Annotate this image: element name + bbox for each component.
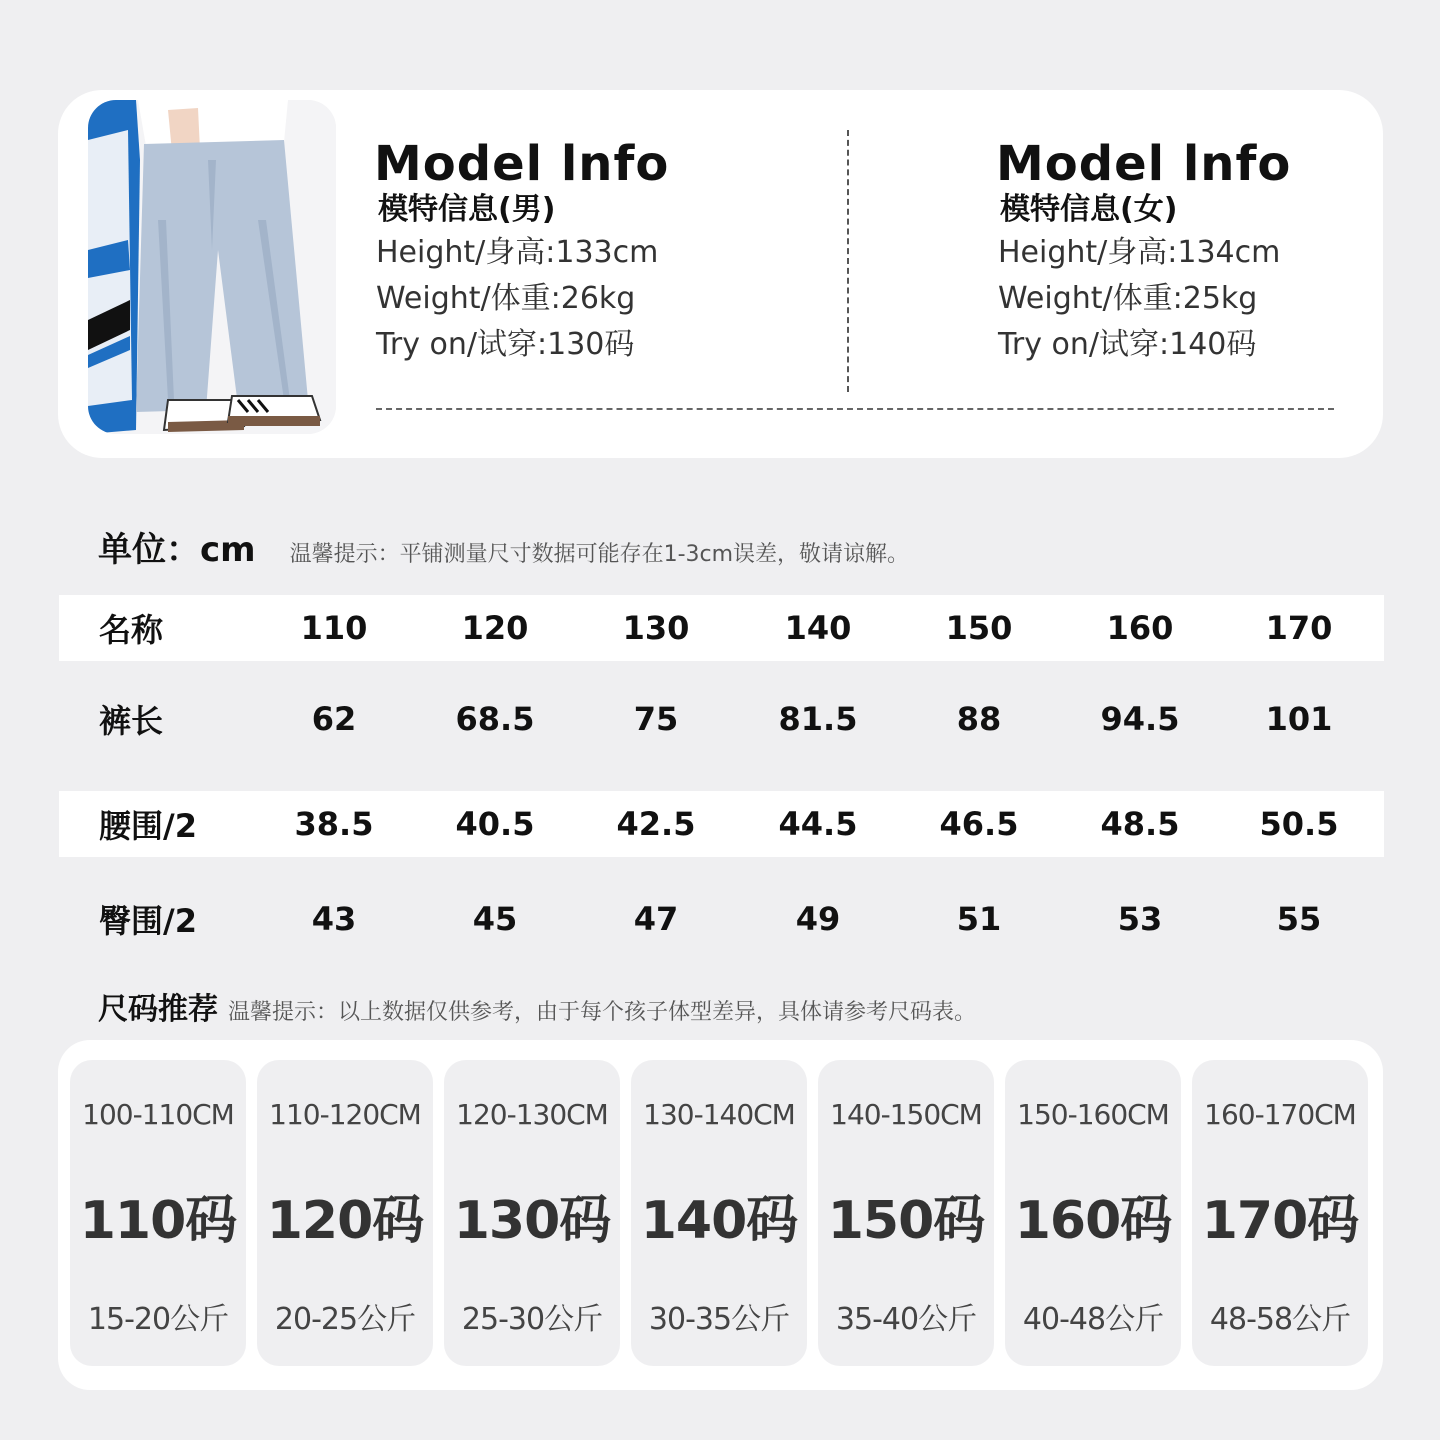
weight-range: 48-58公斤 [1209,1302,1351,1337]
table-header-cell: 名称 [99,611,164,649]
recommend-item [444,1060,620,1366]
model-info-title: Model lnfo [996,136,1292,192]
size-table [59,595,1384,969]
model-info-subtitle: 模特信息(男) [378,192,556,227]
table-header-cell: 120 [461,609,529,647]
recommended-size: 160码 [1014,1191,1172,1251]
model-info-card [58,90,1383,458]
table-row [59,791,1384,857]
table-row-label: 裤长 [99,702,164,740]
table-cell: 48.5 [1100,805,1180,843]
table-cell: 49 [795,900,841,938]
table-cell: 94.5 [1100,700,1180,738]
table-cell: 38.5 [294,805,374,843]
recommend-title: 尺码推荐 [98,992,218,1027]
table-cell: 53 [1117,900,1163,938]
recommend-title-row [98,984,976,1028]
recommend-item [631,1060,807,1366]
model-info-female [996,138,1291,368]
unit-note: 温馨提示：平铺测量尺寸数据可能存在1-3cm误差，敬请谅解。 [289,542,910,567]
weight-range: 20-25公斤 [274,1302,416,1337]
recommend-item [1005,1060,1181,1366]
table-header-row [59,595,1384,661]
model-illustration [88,100,336,434]
model-height: Height/身高:134cm [998,235,1281,270]
table-cell: 50.5 [1259,805,1339,843]
vertical-dashed-divider [847,130,849,392]
table-cell: 44.5 [778,805,858,843]
table-cell: 42.5 [616,805,696,843]
recommended-size: 170码 [1201,1191,1359,1251]
table-cell: 75 [633,700,679,738]
unit-row [98,522,909,571]
height-range: 140-150CM [830,1098,982,1131]
recommended-size: 110码 [79,1191,237,1251]
table-cell: 81.5 [778,700,858,738]
recommended-size: 140码 [640,1191,798,1251]
model-weight: Weight/体重:25kg [998,281,1258,316]
table-header-cell: 160 [1106,609,1174,647]
table-cell: 43 [311,900,357,938]
recommend-item [1192,1060,1368,1366]
weight-range: 25-30公斤 [461,1302,603,1337]
weight-range: 35-40公斤 [835,1302,977,1337]
table-cell: 101 [1265,700,1333,738]
table-row [59,869,1384,969]
table-header-cell: 140 [784,609,852,647]
unit-label: 单位：cm [98,530,256,570]
weight-range: 15-20公斤 [87,1302,229,1337]
height-range: 110-120CM [269,1098,421,1131]
weight-range: 40-48公斤 [1022,1302,1164,1337]
recommend-item [818,1060,994,1366]
recommended-size: 130码 [453,1191,611,1251]
table-header-cell: 150 [945,609,1013,647]
recommended-size: 150码 [827,1191,985,1251]
model-tryon: Try on/试穿:140码 [998,327,1257,362]
model-info-title: Model lnfo [374,136,670,192]
height-range: 160-170CM [1204,1098,1356,1131]
table-row-label: 臀围/2 [99,902,197,940]
table-header-cell: 170 [1265,609,1333,647]
recommend-item [70,1060,246,1366]
model-info-subtitle: 模特信息(女) [1000,192,1178,227]
horizontal-dashed-divider [376,408,1334,410]
model-weight: Weight/体重:26kg [376,281,636,316]
table-header-cell: 130 [622,609,690,647]
height-range: 120-130CM [456,1098,608,1131]
table-cell: 62 [311,700,357,738]
recommend-card [58,1040,1383,1390]
table-row-label: 腰围/2 [99,807,197,845]
recommend-item [257,1060,433,1366]
weight-range: 30-35公斤 [648,1302,790,1337]
model-height: Height/身高:133cm [376,235,659,270]
table-cell: 45 [472,900,518,938]
model-photo [88,100,336,434]
table-cell: 46.5 [939,805,1019,843]
height-range: 150-160CM [1017,1098,1169,1131]
height-range: 130-140CM [643,1098,795,1131]
table-header-cell: 110 [300,609,368,647]
table-cell: 51 [956,900,1002,938]
table-cell: 47 [633,900,679,938]
table-cell: 40.5 [455,805,535,843]
table-cell: 68.5 [455,700,535,738]
recommended-size: 120码 [266,1191,424,1251]
recommend-note: 温馨提示：以上数据仅供参考，由于每个孩子体型差异，具体请参考尺码表。 [228,1000,977,1025]
height-range: 100-110CM [82,1098,234,1131]
table-cell: 55 [1276,900,1322,938]
table-cell: 88 [956,700,1002,738]
model-info-male [374,138,669,368]
model-tryon: Try on/试穿:130码 [376,327,635,362]
table-row [59,673,1384,765]
